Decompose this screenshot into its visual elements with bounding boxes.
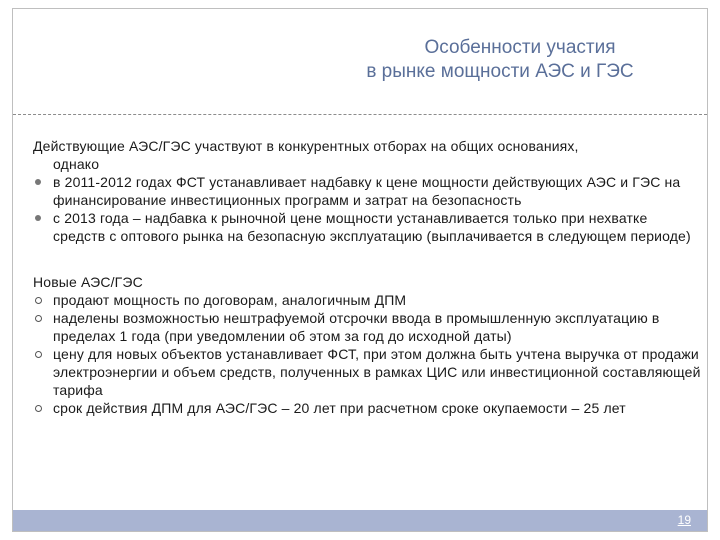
section-1-heading-text: Действующие АЭС/ГЭС участвуют в конкурентных отборах на общих основаниях, (33, 138, 579, 154)
section-2-heading: Новые АЭС/ГЭС (33, 274, 143, 290)
list-item: срок действия ДПМ для АЭС/ГЭС – 20 лет при расчетном сроке окупаемости – 25 лет (33, 399, 703, 417)
list-item: в 2011-2012 годах ФСТ устанавливает надбавку к цене мощности действующих АЭС и ГЭС на финансирование инвестиционных программ и затрат на безопасность (33, 173, 703, 209)
footer-bar (13, 510, 707, 531)
list-item: с 2013 года – надбавка к рыночной цене мощности устанавливается только при нехватке средств с оптового рынка на безопасную эксплуатацию (выплачивается в следующем периоде) (33, 209, 703, 245)
page-number: 19 (677, 513, 691, 527)
title-divider (13, 114, 707, 115)
title-line-2: в рынке мощности АЭС и ГЭС (366, 61, 634, 82)
section-1-list (33, 173, 703, 245)
title-line-1: Особенности участия (424, 37, 616, 58)
list-item: цену для новых объектов устанавливает ФСТ, при этом должна быть учтена выручка от продажи электроэнергии и объем средств, полученных в рамках ЦИС или инвестиционной составляющей тарифа (33, 345, 703, 399)
slide-title (13, 36, 699, 84)
section-2-list (33, 291, 703, 417)
section-1-heading (33, 137, 703, 173)
section-1-heading-continuation: однако (53, 156, 100, 172)
list-item: наделены возможностью нештрафуемой отсрочки ввода в промышленную эксплуатацию в пределах 1 года (при уведомлении об этом за год до исходной даты) (33, 309, 703, 345)
list-item: продают мощность по договорам, аналогичным ДПМ (33, 291, 703, 309)
slide-content (33, 137, 703, 417)
slide (12, 8, 708, 532)
